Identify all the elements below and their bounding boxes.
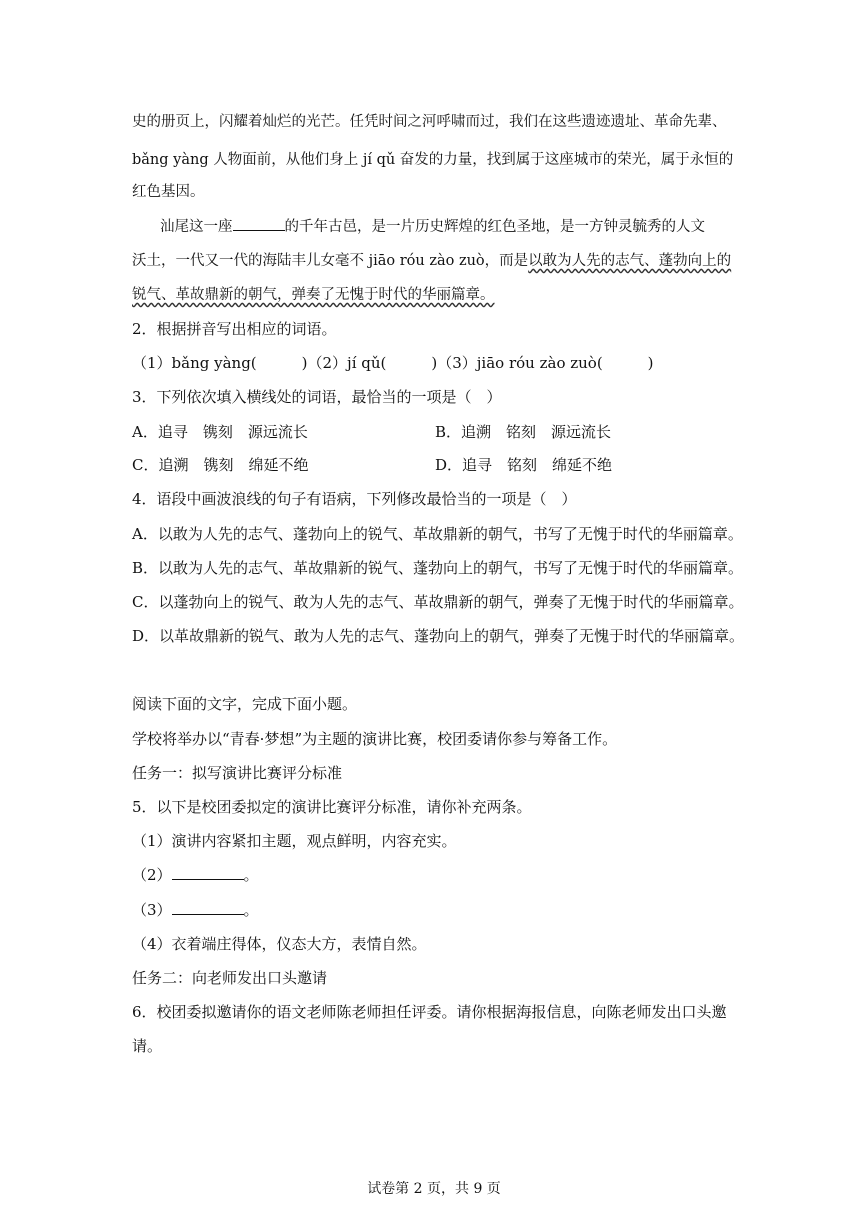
passage-line-4 (160, 216, 770, 237)
q4-option-d[interactable]: D．以革故鼎新的锐气、敢为人先的志气、蓬勃向上的朝气，弹奏了无愧于时代的华丽篇章。 (132, 627, 745, 645)
passage-line-3: 红色基因。 (132, 184, 205, 200)
q3-title: 3．下列依次填入横线处的词语，最恰当的一项是（ ） (132, 388, 502, 406)
q4-option-c[interactable]: C．以蓬勃向上的锐气、敢为人先的志气、革故鼎新的朝气，弹奏了无愧于时代的华丽篇章。 (132, 593, 744, 611)
q3-options-row-2 (132, 455, 742, 475)
passage-line-1: 史的册页上，闪耀着灿烂的光芒。任凭时间之河呼啸而过，我们在这些遗迹遗址、革命先辈、 (132, 114, 727, 130)
page-footer: 试卷第 2 页，共 9 页 (367, 1181, 501, 1197)
q4-option-b[interactable]: B．以敢为人先的志气、革故鼎新的锐气、蓬勃向上的朝气，书写了无愧于时代的华丽篇章。 (132, 559, 744, 577)
q5-item-2-period: 。 (243, 866, 259, 884)
q3-option-d[interactable]: D．追寻 铭刻 绵延不绝 (435, 456, 613, 474)
section-intro: 阅读下面的文字，完成下面小题。 (132, 695, 358, 713)
passage-line-6 (132, 285, 742, 305)
passage-line-5-start: 沃土，一代又一代的海陆丰儿女毫不 jiāo róu zào zuò，而是 (132, 253, 529, 269)
q5-title: 5．以下是校团委拟定的演讲比赛评分标准，请你补充两条。 (132, 798, 532, 816)
answer-blank-2[interactable] (172, 865, 244, 880)
passage-line-5 (132, 251, 742, 271)
passage-line-4-end: 的千年古邑，是一片历史辉煌的红色圣地，是一方钟灵毓秀的人文 (284, 219, 705, 235)
q3-option-a[interactable]: A．追寻 镌刻 源远流长 (132, 423, 308, 441)
q6-text-line-1: 6．校团委拟邀请你的语文老师陈老师担任评委。请你根据海报信息，向陈老师发出口头邀 (132, 1003, 727, 1021)
section-context: 学校将举办以“青春·梦想”为主题的演讲比赛，校团委请你参与筹备工作。 (132, 730, 618, 748)
wavy-sentence-end: 锐气、革故鼎新的朝气，弹奏了无愧于时代的华丽篇章。 (132, 287, 495, 303)
q5-item-3 (132, 900, 742, 920)
q4-option-a[interactable]: A．以敢为人先的志气、蓬勃向上的锐气、革故鼎新的朝气，书写了无愧于时代的华丽篇章。 (132, 525, 743, 543)
q5-item-4: （4）衣着端庄得体，仪态大方，表情自然。 (132, 935, 427, 953)
q5-item-3-label: （3） (132, 901, 172, 919)
fill-blank[interactable] (233, 216, 285, 231)
task-2-heading: 任务二：向老师发出口头邀请 (132, 969, 328, 987)
q2-items: （1）bǎng yàng( )（2）jí qǔ( )（3）jiāo róu zào zuò( ) (132, 354, 654, 372)
wavy-sentence-start: 以敢为人先的志气、蓬勃向上的 (528, 253, 732, 269)
passage-line-4-start: 汕尾这一座 (160, 219, 233, 235)
q3-options-row-1 (132, 422, 742, 442)
q2-title: 2．根据拼音写出相应的词语。 (132, 320, 337, 338)
q5-item-2-label: （2） (132, 866, 172, 884)
q5-item-3-period: 。 (243, 901, 259, 919)
q3-option-b[interactable]: B．追溯 铭刻 源远流长 (435, 423, 612, 441)
q6-text-line-2: 请。 (132, 1037, 163, 1055)
answer-blank-3[interactable] (172, 900, 244, 915)
q5-item-2 (132, 865, 742, 885)
q4-title: 4．语段中画波浪线的句子有语病，下列修改最恰当的一项是（ ） (132, 490, 577, 508)
q5-item-1: （1）演讲内容紧扣主题，观点鲜明，内容充实。 (132, 832, 457, 850)
task-1-heading: 任务一：拟写演讲比赛评分标准 (132, 764, 343, 782)
q3-option-c[interactable]: C．追溯 镌刻 绵延不绝 (132, 456, 309, 474)
passage-line-2: bǎng yàng 人物面前，从他们身上 jí qǔ 奋发的力量，找到属于这座城市的荣光，属于永恒的 (132, 152, 734, 168)
